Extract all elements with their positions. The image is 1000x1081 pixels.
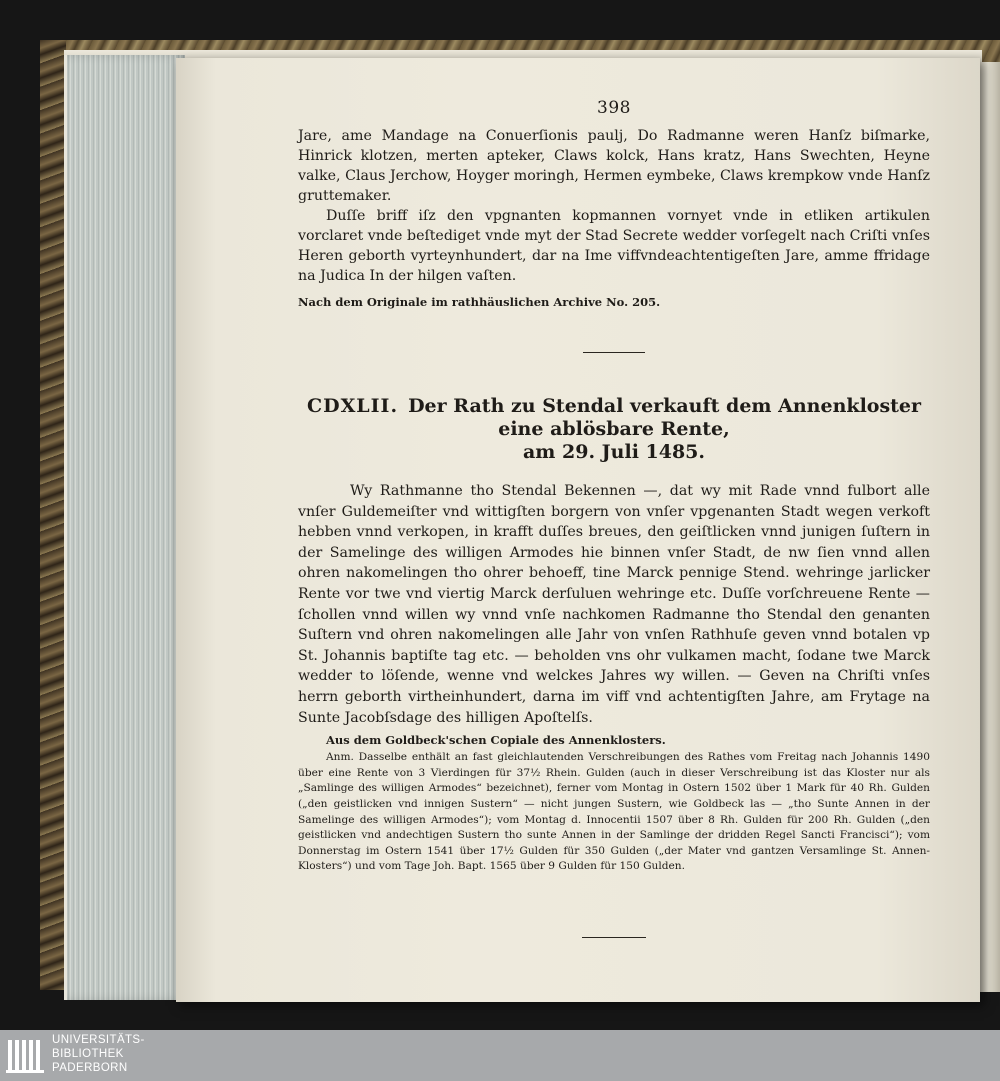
document-title: Der Rath zu Stendal verkauft dem Annenkloster eine ablösbare Rente, (408, 395, 922, 440)
continuation-paragraph: Jare, ame Mandage na Conuerſionis paulj, Do Radmanne weren Hanſz biſmarke, Hinrick klotzen, merten apteker, Claws kolck, Hans kratz, Hans Swechten, Heyne valke, Claus Jerchow, Hoyger moringh, Hermen eymbeke, Claws krempkow vnde Hanſz gruttemaker. (298, 128, 930, 204)
page-number: 398 (597, 98, 631, 118)
section-divider-2 (582, 937, 646, 938)
source-note-1: Nach dem Originale im rathhäuslichen Archive No. 205. (298, 295, 661, 309)
annotation-note: Anm. Dasselbe enthält an fast gleichlautenden Verschreibungen des Rathes vom Freitag nach Johannis 1490 über eine Rente von 3 Vierdingen für 37½ Rhein. Gulden (auch in dieser Verschreibung ist das Kloster nur als „Samlinge des willigen Armodes“ bezeichnet), ferner vom Montag in Ostern 1502 über 1 Mark für 40 Rh. Gulden („den geistlicken vnd innigen Sustern“ — nicht jungen Sustern, wie Goldbeck las — „tho Sunte Annen in der Samelinge des willigen Armodes“); vom Montag d. Innocentii 1507 über 8 Rh. Gulden für 200 Rh. Gulden („den geistlicken vnd andechtigen Sustern tho sunte Annen in der Samlinge der dridden Regel Sancti Francisci“); vom Donnerstag im Ostern 1541 über 17½ Gulden für 350 Gulden („der Mater vnd gantzen Versamlinge St. Annen-Klosters“) und vom Tage Joh. Bapt. 1565 über 9 Gulden für 150 Gulden. (298, 751, 930, 873)
library-name-line2: BIBLIOTHEK (52, 1048, 124, 1060)
document-numeral: CDXLII. (306, 395, 399, 417)
library-name-line3: PADERBORN (52, 1062, 128, 1074)
document-body: Wy Rathmanne tho Stendal Bekennen —, dat wy mit Rade vnnd fulbort alle vnſer Guldemeiſter vnd wittigſten borgern von vnſer vpgenanten Stadt wegen verkoft hebben vnnd verkopen, in krafft duſſes breues, den geiſtlicken vnnd junigen ſuſtern in der Samelinge des willigen Armodes hie binnen vnſer Stadt, de nw ſien vnnd allen ohren nakomelingen tho ohrer behoeff, tine Marck pennige Stend. wehringe jarlicker Rente vor twe vnd viertig Marck derſuluen wehringe etc. Duſſe vorſchreuene Rente — ſchollen vnnd willen wy vnnd vnſe nachkomen Radmanne tho Stendal den genanten Suſtern vnd ohren nakomelingen alle Jahr von vnſen Rathhuſe geven vnnd botalen vp St. Johannis baptiſte tag etc. — beholden vns ohr vulkamen macht, ſodane twe Marck wedder to löſende, wenne vnd welckes Jahres wy willen. — Geven na Chriſti vnſes herrn geborth virtheinhundert, darna im viff vnd achtentigſten Jahre, am Frytage na Sunte Jacobſsdage des hilligen Apoſtelſs. (298, 483, 930, 726)
page-text-block (298, 86, 930, 938)
library-banner (0, 1030, 1000, 1081)
page-fore-edge (64, 55, 185, 1000)
page-right-edge (980, 62, 1000, 992)
section-divider (583, 352, 645, 353)
source-note-2: Aus dem Goldbeck'schen Copiale des Annenklosters. (326, 733, 666, 748)
library-name-line1: UNIVERSITÄTS- (52, 1034, 145, 1046)
document-heading (298, 395, 930, 441)
library-name (52, 1033, 145, 1075)
continuation-paragraph-2: Duſſe briff iſz den vpgnanten kopmannen vornyet vnde in etliken artikulen vorclaret vnde beſtediget vnde myt der Stad Secrete wedder vorſegelt nach Criſti vnſes Heren geborth vyrteynhundert, dar na Ime viffvndeachtentigeſten Jare, amme ffridage na Judica In der hilgen vaſten. (298, 208, 930, 284)
book-page (176, 58, 980, 1002)
library-logo-icon (6, 1036, 46, 1076)
cover-spine (40, 40, 66, 990)
document-date: am 29. Juli 1485. (522, 441, 706, 463)
